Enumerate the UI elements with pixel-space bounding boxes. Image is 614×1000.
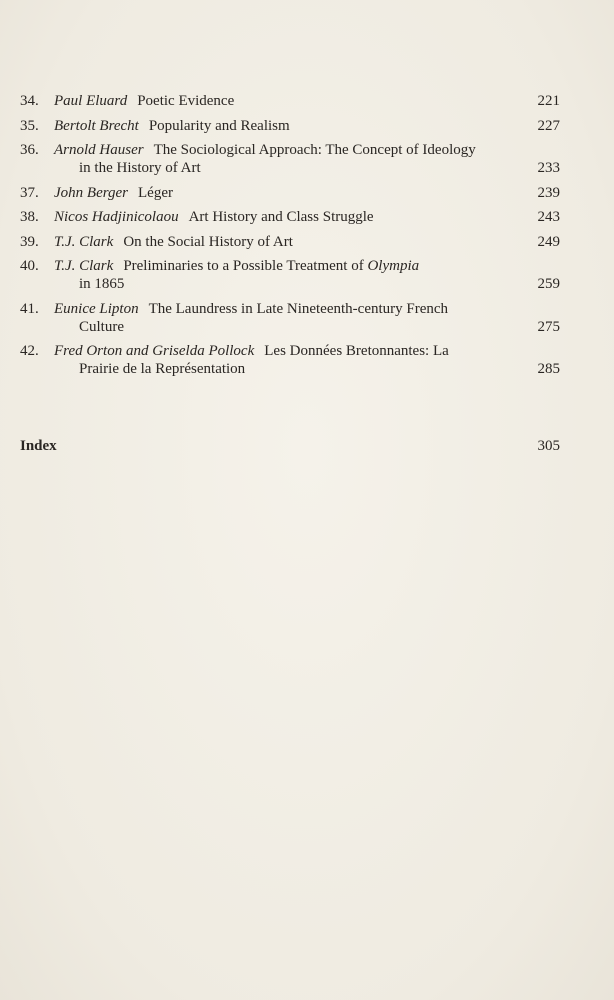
toc-entry (20, 141, 560, 177)
entry-author: T.J. Clark (54, 258, 114, 274)
entry-author: Eunice Lipton (54, 300, 139, 317)
toc-entry (20, 300, 560, 336)
entry-author: Nicos Hadjinicolaou (54, 209, 179, 225)
entry-page-number: 249 (537, 233, 560, 250)
entry-title: On the Social History of Art (123, 233, 293, 250)
entry-number: 35. (20, 117, 39, 134)
index-label: Index (20, 438, 57, 454)
entry-author: John Berger (54, 184, 129, 201)
entry-title: Poetic Evidence (137, 93, 235, 109)
entry-page-number: 233 (537, 160, 560, 176)
entry-number: 41. (20, 300, 39, 317)
index-entry (20, 437, 560, 455)
entry-title-continuation: Culture (79, 318, 124, 335)
entry-number: 34. (20, 93, 39, 109)
entry-title: The Sociological Approach: The Concept of Ideology (153, 142, 476, 158)
toc-entry (20, 342, 560, 378)
entry-page-number: 221 (537, 93, 560, 109)
entry-number: 39. (20, 233, 39, 250)
entry-title: Preliminaries to a Possible Treatment of (123, 258, 368, 274)
index-page-number: 305 (537, 438, 560, 454)
entry-title-continuation: in 1865 (79, 276, 125, 292)
table-of-contents (20, 92, 560, 385)
entry-page-number: 239 (537, 184, 560, 201)
entry-title-continuation: Prairie de la Représentation (79, 361, 246, 377)
entry-title: Léger (138, 184, 173, 201)
entry-page-number: 243 (537, 209, 560, 225)
entry-number: 42. (20, 343, 39, 359)
entry-page-number: 285 (537, 361, 560, 377)
toc-entry (20, 117, 560, 135)
toc-entry (20, 233, 560, 251)
toc-entry (20, 92, 560, 110)
entry-page-number: 227 (537, 117, 560, 134)
entry-number: 37. (20, 184, 39, 201)
entry-author: T.J. Clark (54, 233, 114, 250)
entry-title-italic: Olympia (367, 258, 420, 274)
entry-author: Arnold Hauser (54, 142, 144, 158)
entry-author: Paul Eluard (54, 93, 128, 109)
entry-page-number: 259 (537, 276, 560, 292)
entry-number: 38. (20, 209, 39, 225)
entry-title: Les Données Bretonnantes: La (264, 343, 449, 359)
entry-title-continuation: in the History of Art (79, 160, 201, 176)
entry-page-number: 275 (537, 318, 560, 335)
entry-author: Bertolt Brecht (54, 117, 139, 134)
entry-title: Popularity and Realism (148, 117, 290, 134)
entry-number: 36. (20, 142, 39, 158)
toc-entry (20, 208, 560, 226)
toc-entry (20, 184, 560, 202)
toc-entry (20, 257, 560, 293)
entry-number: 40. (20, 258, 39, 274)
entry-author: Fred Orton and Griselda Pollock (54, 343, 255, 359)
entry-title: The Laundress in Late Nineteenth-century French (148, 300, 449, 317)
entry-title: Art History and Class Struggle (188, 209, 374, 225)
